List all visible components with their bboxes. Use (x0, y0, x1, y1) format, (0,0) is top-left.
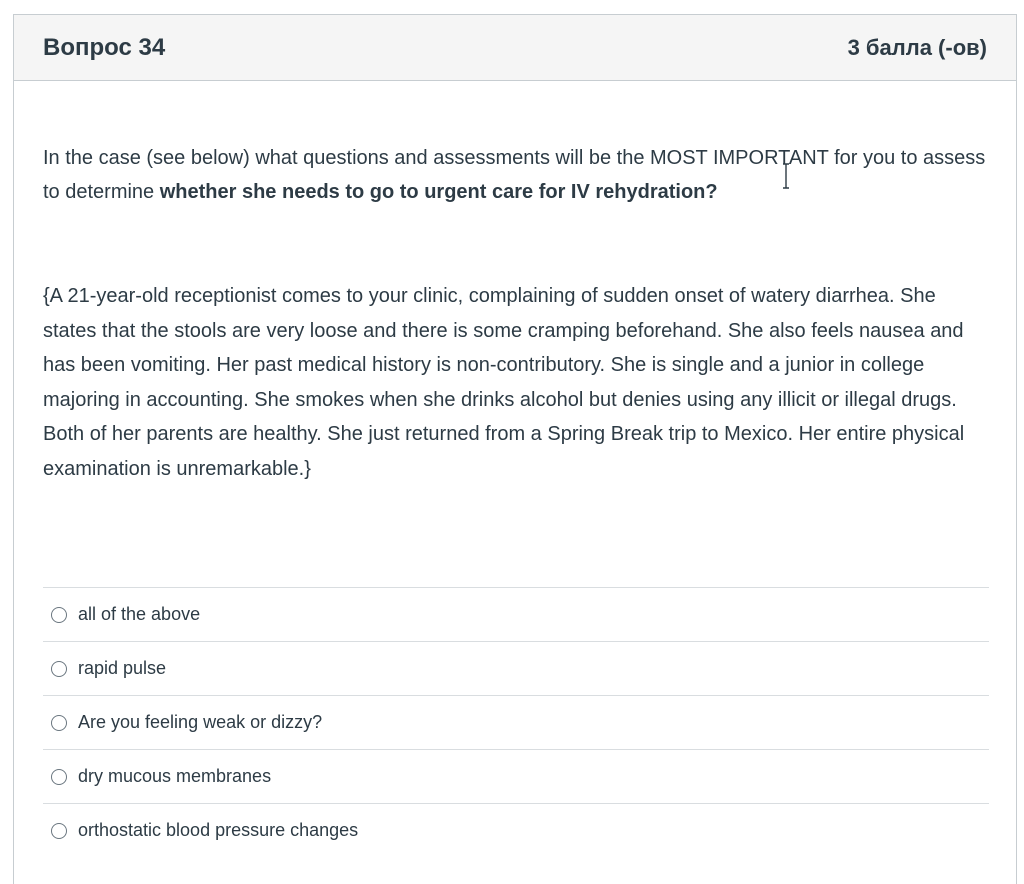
answer-option[interactable] (43, 803, 989, 857)
question-prompt-emphasis: whether she needs to go to urgent care for IV rehydration? (159, 181, 718, 203)
answer-label: all of the above (78, 604, 201, 624)
answer-option[interactable] (43, 641, 989, 695)
answer-label: rapid pulse (78, 658, 167, 678)
radio-button-icon[interactable] (51, 823, 67, 839)
question-prompt (43, 141, 993, 209)
question-case-text: {A 21-year-old receptionist comes to your clinic, complaining of sudden onset of watery diarrhea. She states that the stools are very loose and there is some cramping beforehand. She also feels nausea and has been vomiting. Her past medical history is non-contributory. She is single and a junior in college majoring in accounting. She smokes when she drinks alcohol but denies using any illicit or illegal drugs. Both of her parents are healthy. She just returned from a Spring Break trip to Mexico. Her entire physical examination is unremarkable.} (43, 285, 965, 480)
answer-option[interactable] (43, 749, 989, 803)
answer-label: Are you feeling weak or dizzy? (78, 712, 323, 732)
question-points: 3 балла (-ов) (847, 34, 987, 60)
question-title: Вопрос 34 (43, 33, 166, 61)
answer-option[interactable] (43, 695, 989, 749)
radio-button-icon[interactable] (51, 715, 67, 731)
question-prompt-text: In the case (see below) what questions and assessments will be the MOST IMPORTANT for you to assess to determine (43, 147, 986, 203)
question-header (14, 15, 1016, 81)
radio-button-icon[interactable] (51, 661, 67, 677)
answer-option[interactable] (43, 587, 989, 641)
radio-button-icon[interactable] (51, 769, 67, 785)
answer-label: orthostatic blood pressure changes (78, 820, 359, 840)
text-cursor-icon (781, 163, 791, 189)
answer-list (43, 587, 989, 857)
question-card (13, 14, 1017, 884)
radio-button-icon[interactable] (51, 607, 67, 623)
answer-label: dry mucous membranes (78, 766, 272, 786)
